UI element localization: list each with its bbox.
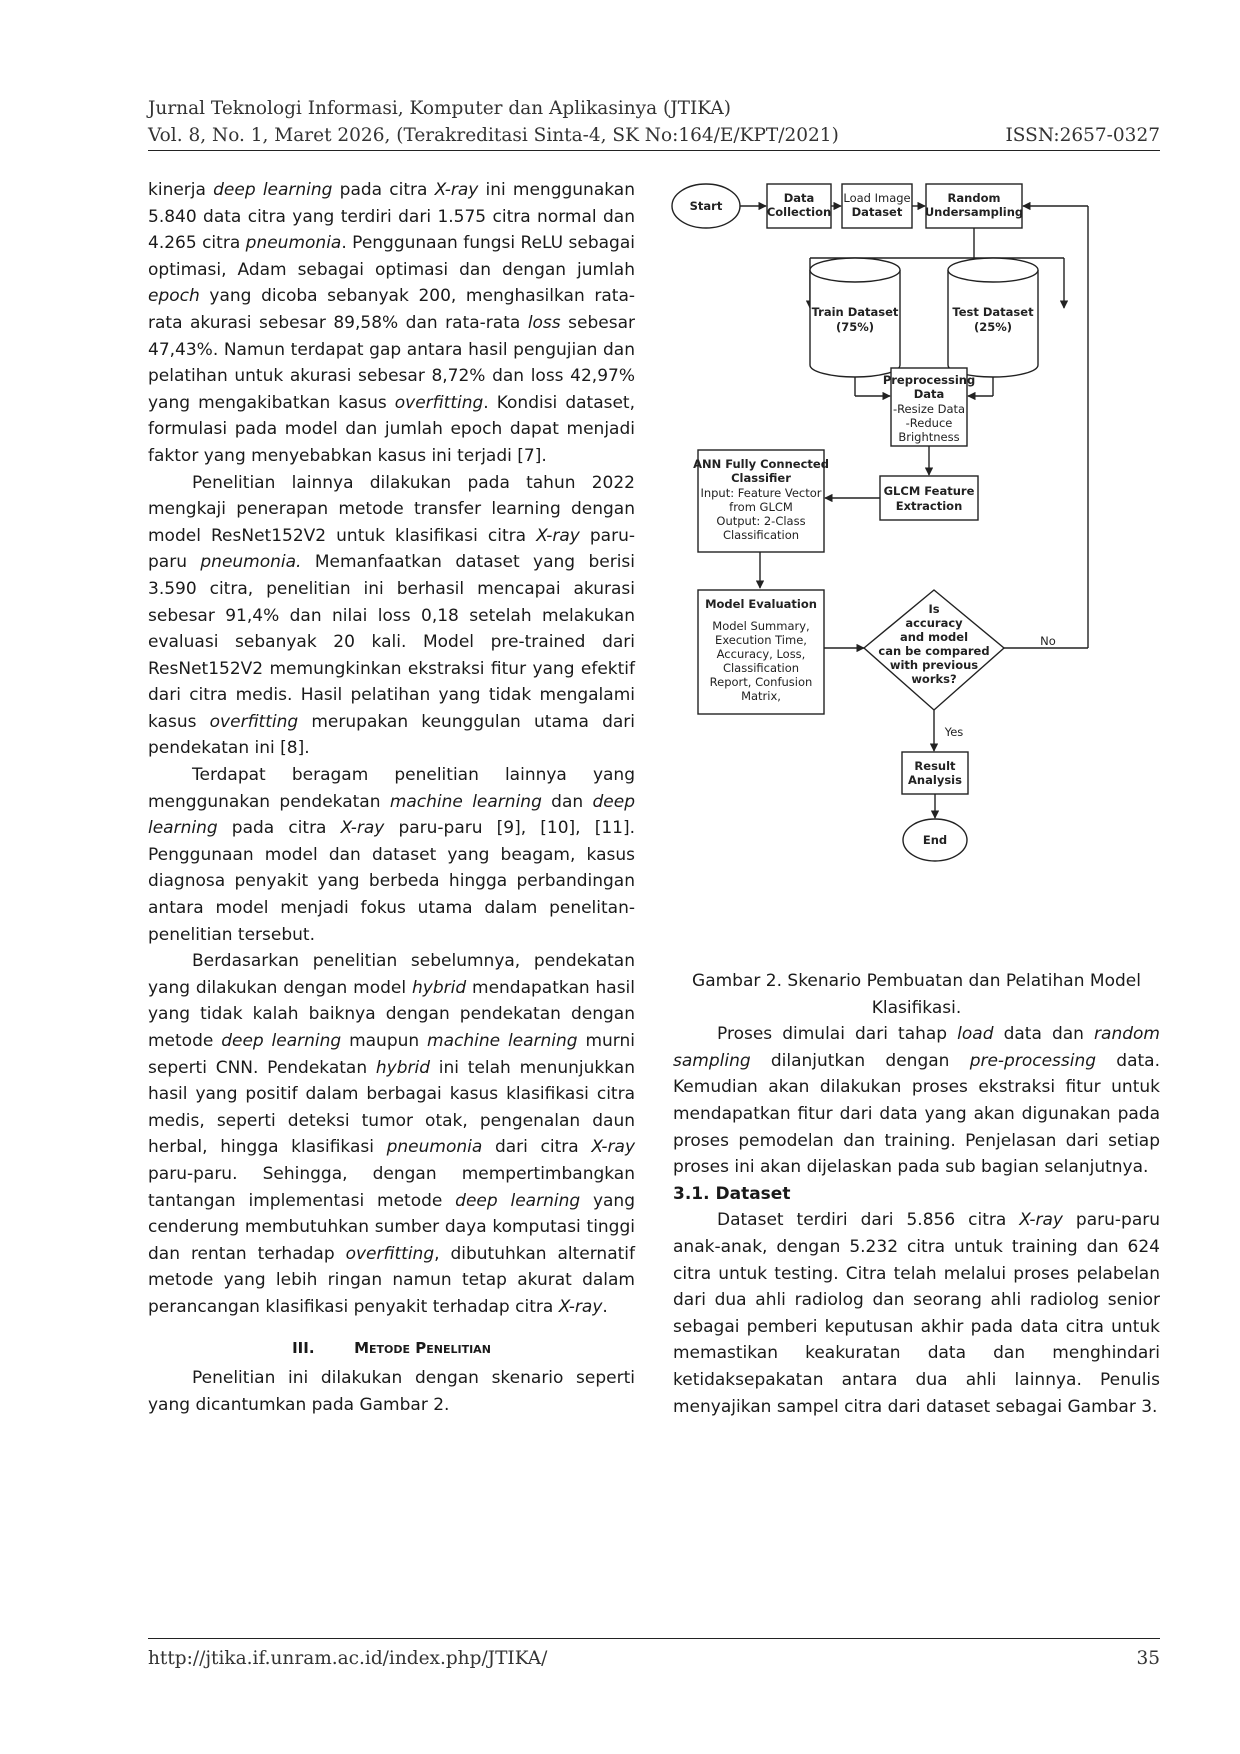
train-dataset-label: (75%) <box>835 320 875 334</box>
decision-label: Is <box>928 602 940 616</box>
italic-term: machine learning <box>427 1031 578 1051</box>
ann-label: Classification <box>722 528 800 542</box>
train-dataset-label: Train Dataset <box>811 305 899 319</box>
left-column <box>148 177 635 1418</box>
journal-title: Jurnal Teknologi Informasi, Komputer dan Aplikasinya (JTIKA) <box>148 98 731 119</box>
italic-term: epoch <box>148 286 200 307</box>
random-undersampling-label: Random <box>947 191 1001 205</box>
italic-term: pneumonia <box>245 233 342 254</box>
ann-label: Input: Feature Vector <box>700 486 822 500</box>
footer-rule <box>148 1638 1160 1639</box>
italic-term: deep learning <box>213 180 333 200</box>
section-number: III. <box>292 1338 315 1357</box>
ann-label: from GLCM <box>729 500 793 514</box>
data-collection-label: Data <box>783 191 815 205</box>
model-evaluation-label: Classification <box>722 661 800 675</box>
paragraph: Dataset terdiri dari 5.856 citra X-ray paru-paru anak-anak, dengan 5.232 citra untuk training dan 624 citra untuk testing. Citra telah melalui proses pelabelan dari dua ahli radiolog dan seorang ahli radiolog senior sebagai pemberi keputusan akhir pada data citra untuk memastikan keakuratan data dan menghindari ketidaksepakatan antara dua ahli lainnya. Penulis menyajikan sampel citra dari dataset sebagai Gambar 3. <box>673 1210 1160 1417</box>
preprocessing-label: Preprocessing <box>882 373 976 387</box>
italic-term: X-ray <box>434 180 479 200</box>
model-evaluation-label: Execution Time, <box>715 633 807 647</box>
italic-term: X-ray <box>558 1296 603 1317</box>
data-collection-label: Collection <box>766 205 832 219</box>
random-undersampling-label: Undersampling <box>924 205 1024 219</box>
italic-term: random sampling <box>673 1024 1160 1071</box>
italic-term: X-ray <box>591 1137 636 1158</box>
glcm-label: Extraction <box>895 499 963 513</box>
italic-term: X-ray <box>340 818 385 839</box>
page-number: 35 <box>1136 1648 1160 1669</box>
ann-label: ANN Fully Connected <box>693 457 829 471</box>
section-heading <box>148 1335 635 1362</box>
glcm-box <box>880 476 978 520</box>
paragraph: Penelitian ini dilakukan dengan skenario seperti yang dicantumkan pada Gambar 2. <box>148 1368 635 1415</box>
journal-volume: Vol. 8, No. 1, Maret 2026, (Terakreditasi Sinta-4, SK No:164/E/KPT/2021) <box>148 125 839 146</box>
no-label: No <box>1040 634 1056 648</box>
italic-term: deep learning <box>221 1031 342 1051</box>
paragraph: Proses dimulai dari tahap load data dan random sampling dilanjutkan dengan pre-processing data. Kemudian akan dilakukan proses ekstraksi fitur untuk mendapatkan fitur dari data yang akan digunakan pada proses pemodelan dan training. Penjelasan dari setiap proses ini akan dijelaskan pada sub bagian selanjutnya. <box>673 1024 1160 1178</box>
italic-term: pneumonia. <box>200 552 302 573</box>
glcm-label: GLCM Feature <box>883 484 975 498</box>
italic-term: deep learning <box>455 1190 581 1211</box>
header-rule <box>148 150 1160 151</box>
decision-label: can be compared <box>878 644 990 658</box>
italic-term: pneumonia <box>386 1137 483 1158</box>
italic-term: load <box>957 1024 994 1045</box>
italic-term: deep learning <box>148 791 635 839</box>
yes-label: Yes <box>944 725 964 739</box>
italic-term: machine learning <box>389 791 542 812</box>
test-dataset-label: (25%) <box>973 320 1013 334</box>
italic-term: X-ray <box>1019 1210 1063 1231</box>
paragraph: Berdasarkan penelitian sebelumnya, pendekatan yang dilakukan dengan model hybrid mendapatkan hasil yang tidak kalah baiknya dengan pendekatan dengan metode deep learning maupun machine learning murni seperti CNN. Pendekatan hybrid ini telah menunjukkan hasil yang positif dalam berbagai kasus klasifikasi citra medis, seperti deteksi tumor otak, pengenalan daun herbal, hingga klasifikasi pneumonia dari citra X-ray paru-paru. Sehingga, dengan mempertimbangkan tantangan implementasi metode deep learning yang cenderung membutuhkan sumber daya komputasi tinggi dan rentan terhadap overfitting, dibutuhkan alternatif metode yang lebih ringan namun tetap akurat dalam perancangan klasifikasi penyakit terhadap citra X-ray. <box>148 951 636 1317</box>
ann-label: Classifier <box>731 471 791 485</box>
result-analysis-label: Result <box>914 759 956 773</box>
load-image-label: Load Image <box>843 191 911 205</box>
preprocessing-label: -Reduce <box>905 416 953 430</box>
model-evaluation-label: Matrix, <box>741 689 781 703</box>
paragraph: Terdapat beragam penelitian lainnya yang menggunakan pendekatan machine learning dan deep learning pada citra X-ray paru-paru [9], [10], [11]. Penggunaan model dan dataset yang beagam, kasus diagnosa penyakit yang berbeda hingga perbandingan antara model menjadi fokus utama dalam penelitan-penelitian tersebut. <box>148 765 636 945</box>
flowchart-figure <box>668 170 1168 970</box>
model-evaluation-label: Model Evaluation <box>705 597 817 611</box>
preprocessing-label: Data <box>913 387 945 401</box>
decision-label: and model <box>899 630 969 644</box>
journal-issn: ISSN:2657-0327 <box>1005 125 1160 146</box>
load-image-label: Dataset <box>851 205 903 219</box>
test-dataset-label: Test Dataset <box>952 305 1034 319</box>
italic-term: hybrid <box>412 977 467 998</box>
start-label: Start <box>689 199 723 213</box>
footer-url: http://jtika.if.unram.ac.id/index.php/JTIKA/ <box>148 1648 548 1669</box>
paragraph: Penelitian lainnya dilakukan pada tahun 2022 mengkaji penerapan metode transfer learning dengan model ResNet152V2 untuk klasifikasi citra X-ray paru-paru pneumonia. Memanfaatkan dataset yang berisi 3.590 citra, penelitian ini berhasil mencapai akurasi sebesar 91,4% dan nilai loss 0,18 setelah melakukan evaluasi sebanyak 20 kali. Model pre-trained dari ResNet152V2 memungkinkan ekstraksi fitur yang efektif dari citra medis. Hasil pelatihan yang tidak mengalami kasus overfitting merupakan keunggulan utama dari pendekatan ini [8]. <box>148 472 635 759</box>
italic-term: loss <box>527 312 561 333</box>
right-column <box>673 968 1160 1420</box>
model-evaluation-label: Report, Confusion <box>709 675 813 689</box>
ann-label: Output: 2-Class <box>716 514 806 528</box>
italic-term: X-ray <box>536 525 580 546</box>
model-evaluation-label: Model Summary, <box>712 619 810 633</box>
decision-label: accuracy <box>905 616 963 630</box>
italic-term: hybrid <box>375 1057 431 1078</box>
paragraph: kinerja deep learning pada citra X-ray ini menggunakan 5.840 data citra yang terdiri dari 1.575 citra normal dan 4.265 citra pneumonia. Penggunaan fungsi ReLU sebagai optimasi, Adam sebagai optimasi dan dengan jumlah epoch yang dicoba sebanyak 200, menghasilkan rata-rata akurasi sebesar 89,58% dan rata-rata loss sebesar 47,43%. Namun terdapat gap antara hasil pengujian dan pelatihan untuk akurasi sebesar 8,72% dan loss 42,97% yang mengakibatkan kasus overfitting. Kondisi dataset, formulasi pada model dan jumlah epoch dapat menjadi faktor yang menyebabkan kasus ini terjadi [7]. <box>148 180 635 466</box>
decision-label: works? <box>911 672 957 686</box>
decision-label: with previous <box>889 658 979 672</box>
preprocessing-label: -Resize Data <box>892 402 966 416</box>
model-evaluation-label: Accuracy, Loss, <box>716 647 806 661</box>
subsection-heading: 3.1. Dataset <box>673 1183 791 1204</box>
end-label: End <box>922 833 948 847</box>
section-title: Metode Penelitian <box>354 1338 491 1357</box>
italic-term: overfitting <box>209 711 299 732</box>
preprocessing-label: Brightness <box>898 430 960 444</box>
italic-term: pre-processing <box>969 1050 1097 1071</box>
italic-term: overfitting <box>394 392 484 413</box>
result-analysis-label: Analysis <box>908 773 962 787</box>
figure-caption: Gambar 2. Skenario Pembuatan dan Pelatihan Model Klasifikasi. <box>692 971 1141 1018</box>
italic-term: overfitting <box>345 1243 435 1264</box>
